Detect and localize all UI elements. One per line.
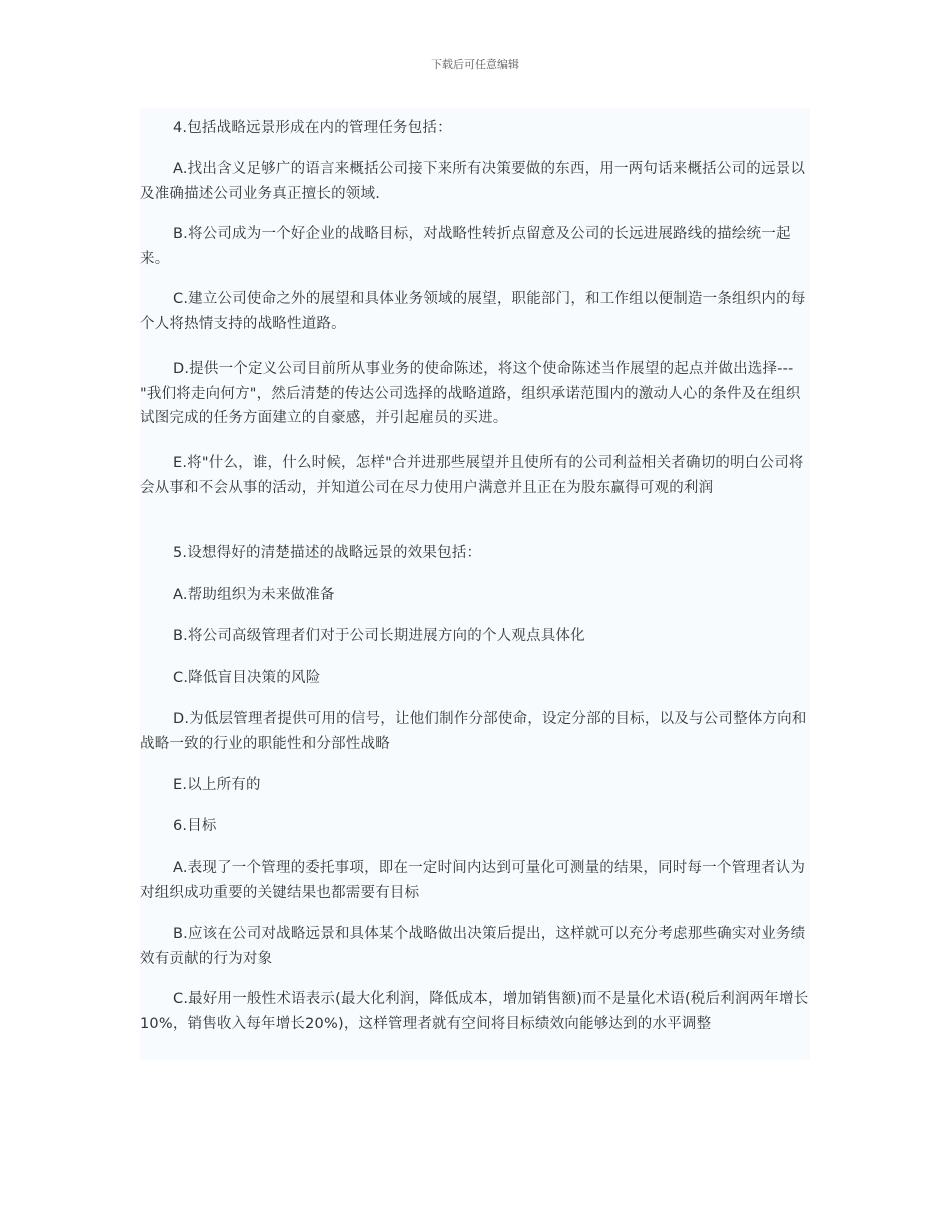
question-5-option-c: C.降低盲目决策的风险	[173, 670, 321, 686]
question-5-stem: 5.设想得好的清楚描述的战略远景的效果包括：	[173, 545, 482, 561]
question-4-stem: 4.包括战略远景形成在内的管理任务包括：	[173, 120, 452, 136]
question-5-option-e: E.以上所有的	[173, 777, 261, 793]
question-4-option-b: B.将公司成为一个好企业的战略目标，对战略性转折点留意及公司的长远进展路线的描绘统一起来。	[140, 226, 791, 267]
question-6-option-b: B.应该在公司对战略远景和具体某个战略做出决策后提出，这样就可以充分考虑那些确实对业务绩效有贡献的行为对象	[140, 926, 806, 967]
question-5-option-d: D.为低层管理者提供可用的信号，让他们制作分部使命，设定分部的目标，以及与公司整体方向和战略一致的行业的职能性和分部性战略	[140, 711, 807, 752]
question-5-option-b: B.将公司高级管理者们对于公司长期进展方向的个人观点具体化	[173, 628, 585, 644]
question-4-option-d: D.提供一个定义公司目前所从事业务的使命陈述，将这个使命陈述当作展望的起点并做出选择---"我们将走向何方"，然后清楚的传达公司选择的战略道路，组织承诺范围内的激动人心的条件及在组织试图完成的任务方面建立的自豪感，并引起雇员的买进。	[140, 361, 801, 426]
question-4-option-a: A.找出含义足够广的语言来概括公司接下来所有决策要做的东西，用一两句话来概括公司的远景以及准确描述公司业务真正擅长的领域.	[140, 161, 806, 202]
question-6-stem: 6.目标	[173, 818, 217, 834]
question-6-option-a: A.表现了一个管理的委托事项，即在一定时间内达到可量化可测量的结果，同时每一个管理者认为对组织成功重要的关键结果也都需要有目标	[140, 860, 806, 901]
page-header: 下载后可任意编辑	[431, 58, 519, 71]
question-4-option-c: C.建立公司使命之外的展望和具体业务领域的展望，职能部门，和工作组以便制造一条组织内的每个人将热情支持的战略性道路。	[140, 291, 806, 332]
question-6-option-c: C.最好用一般性术语表示(最大化利润，降低成本，增加销售额)而不是量化术语(税后利润两年增长10%，销售收入每年增长20%)，这样管理者就有空间将目标绩效向能够达到的水平调整	[140, 991, 809, 1032]
question-4-option-e: E.将"什么，谁，什么时候，怎样"合并进那些展望并且使所有的公司利益相关者确切的明白公司将会从事和不会从事的活动，并知道公司在尽力使用户满意并且正在为股东赢得可观的利润	[140, 455, 804, 496]
question-5-option-a: A.帮助组织为未来做准备	[173, 587, 335, 603]
